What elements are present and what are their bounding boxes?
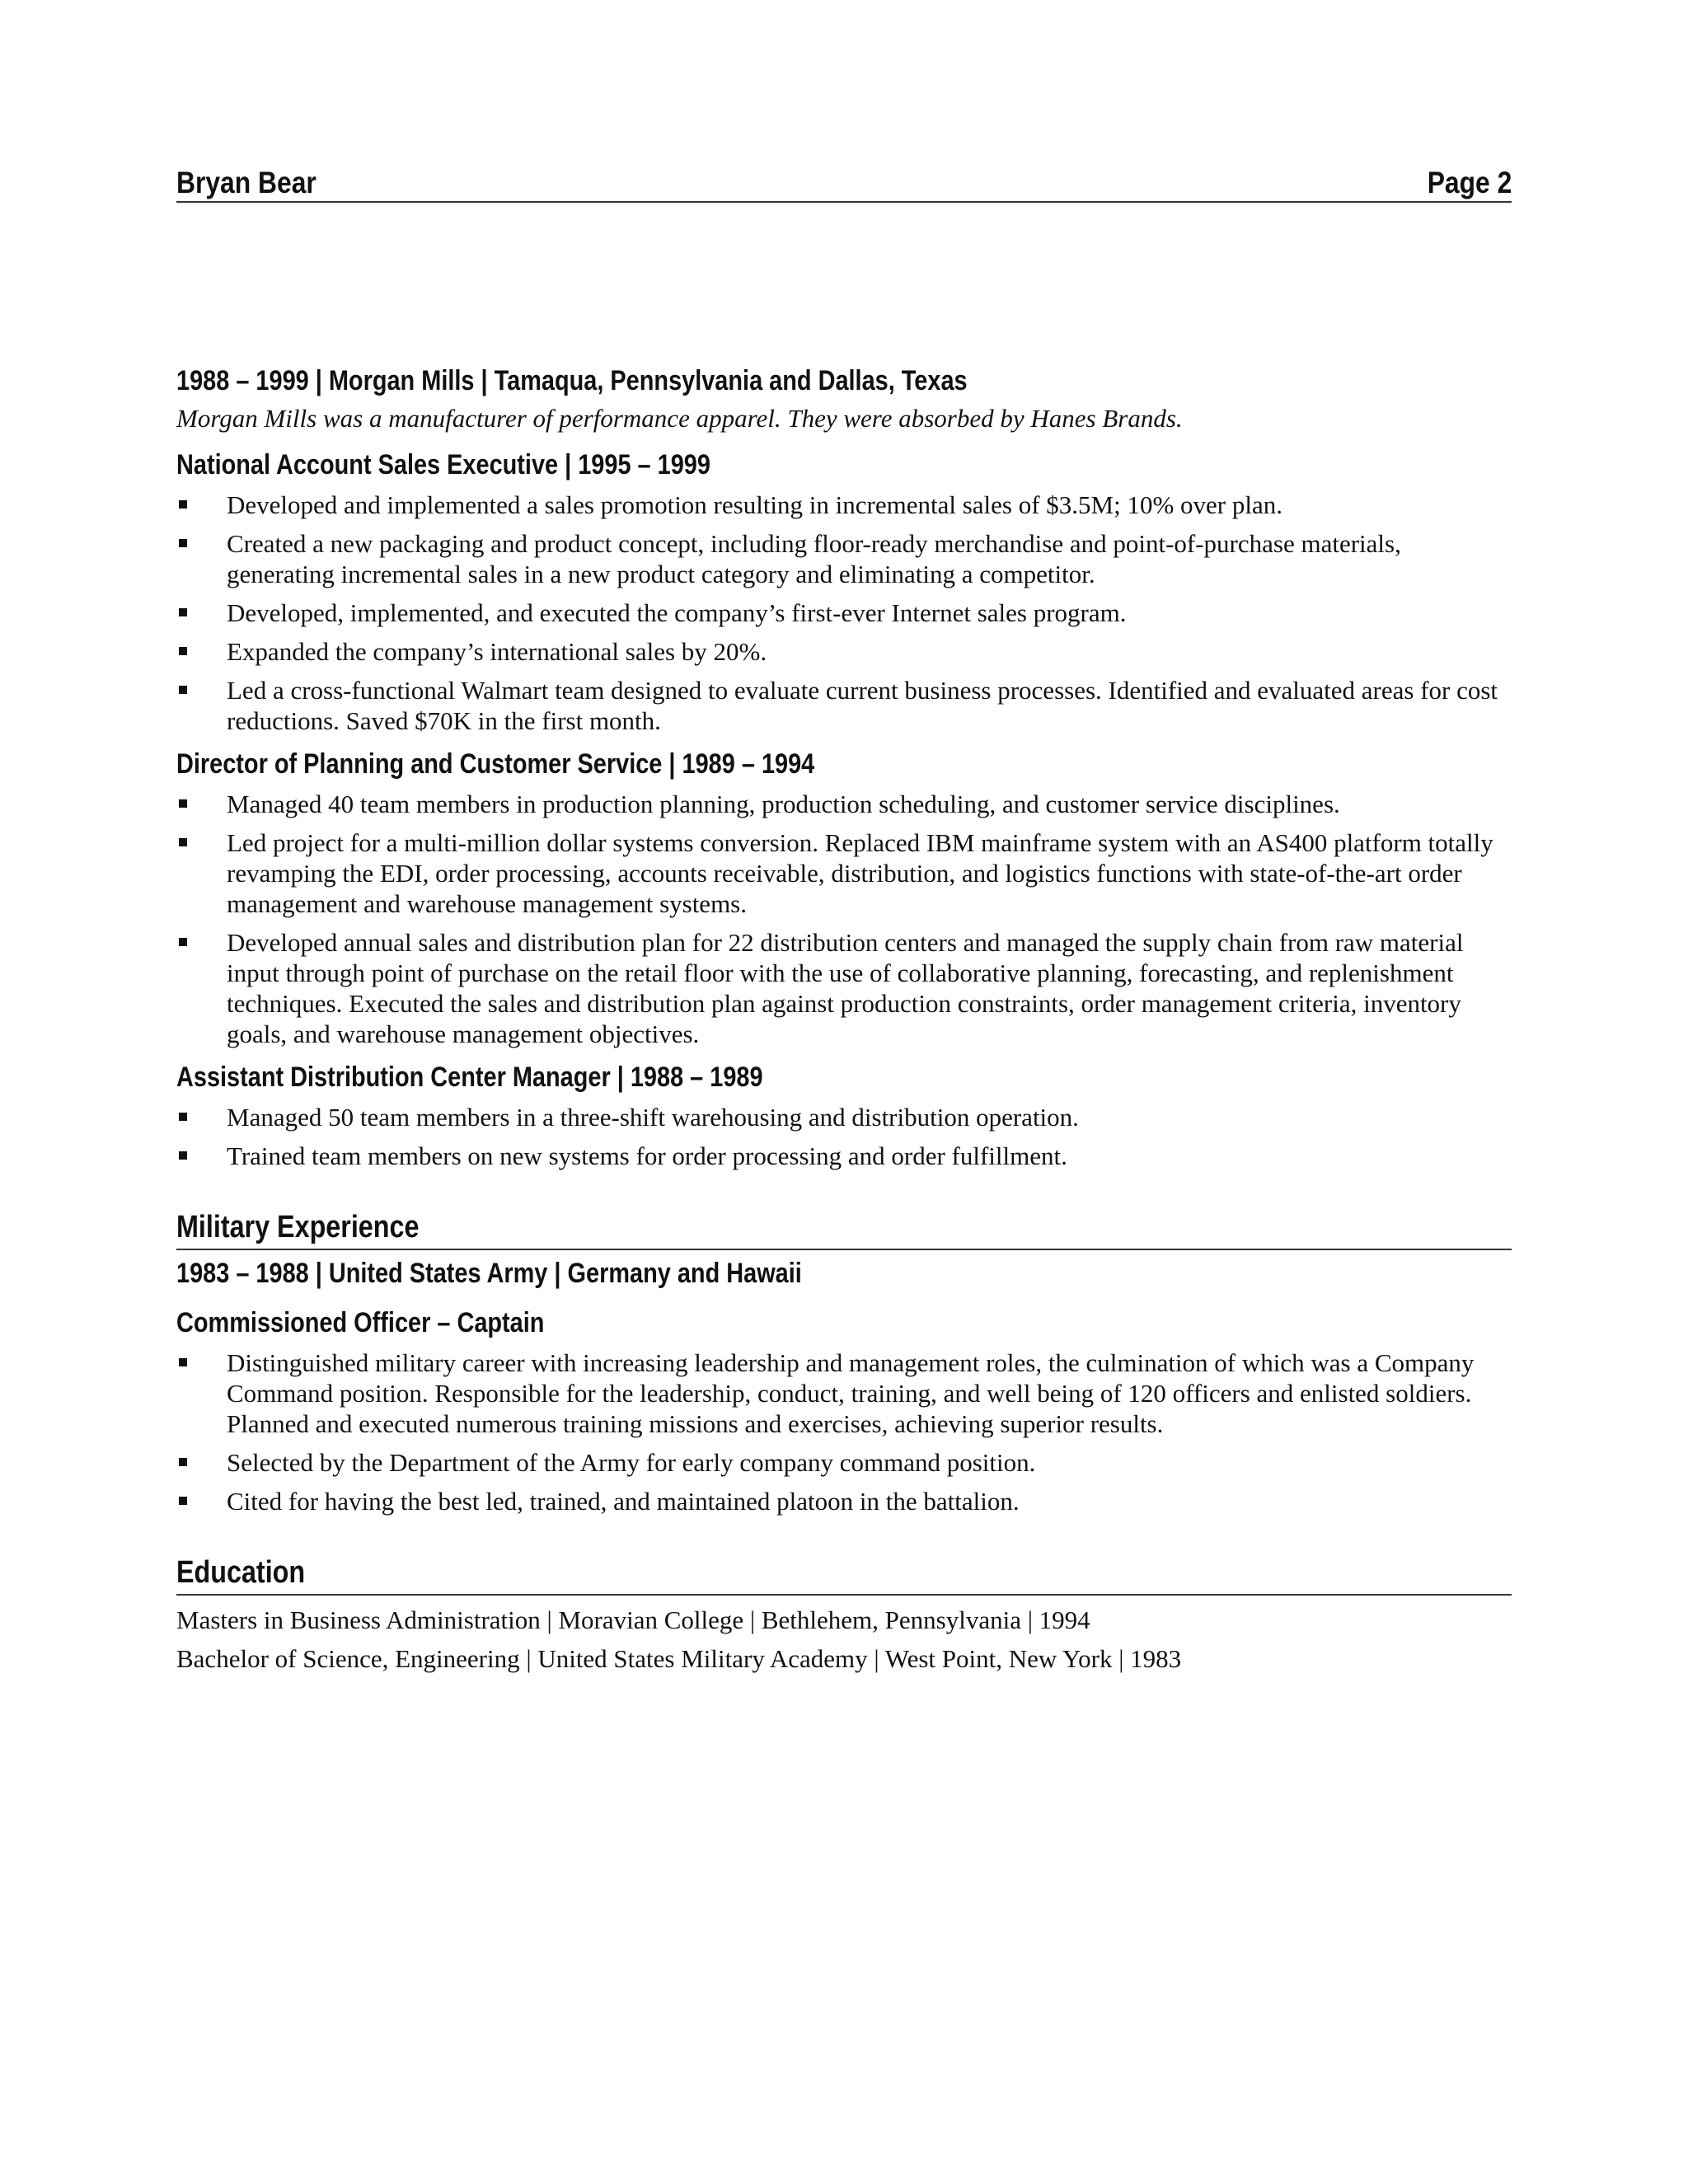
bullet-text: Led a cross-functional Walmart team designed to evaluate current business processes. Identified and evaluated areas for cost reductions. Saved $70K in the first month. xyxy=(227,676,1498,735)
bullet-text: Managed 40 team members in production planning, production scheduling, and customer service disciplines. xyxy=(227,790,1340,818)
education-entry: Masters in Business Administration | Moravian College | Bethlehem, Pennsylvania | 1994 xyxy=(176,1605,1090,1634)
education-list xyxy=(176,1601,1512,1678)
list-item xyxy=(176,675,1512,736)
bullet-icon xyxy=(179,539,187,547)
bullet-icon xyxy=(179,1151,187,1160)
role-title xyxy=(176,448,1512,485)
bullet-list xyxy=(176,490,1512,736)
header-name: Bryan Bear xyxy=(176,166,316,199)
role-title xyxy=(176,748,1512,784)
bullet-text: Selected by the Department of the Army for early company command position. xyxy=(227,1448,1036,1477)
bullet-text: Cited for having the best led, trained, and maintained platoon in the battalion. xyxy=(227,1487,1020,1516)
section-heading-education xyxy=(176,1554,1512,1596)
bullet-list xyxy=(176,1347,1512,1516)
service-line xyxy=(176,1257,1512,1293)
bullet-text: Developed annual sales and distribution plan for 22 distribution centers and managed the supply chain from raw material input through point of purchase on the retail floor with the use of collaborative planning, forecasting, and replenishment techniques. Executed the sales and distribution plan against production constraints, order management criteria, inventory goals, and warehouse management objectives. xyxy=(227,928,1464,1048)
bullet-icon xyxy=(179,938,187,946)
list-item xyxy=(176,636,1512,667)
section-heading-military xyxy=(176,1209,1512,1250)
company-description: Morgan Mills was a manufacturer of performance apparel. They were absorbed by Hanes Brands. xyxy=(176,404,1183,433)
bullet-icon xyxy=(179,799,187,808)
bullet-icon xyxy=(179,1358,187,1366)
service-heading: 1983 – 1988 | United States Army | Germany and Hawaii xyxy=(176,1258,802,1289)
header-page-number: Page 2 xyxy=(1427,166,1512,199)
bullet-icon xyxy=(179,1113,187,1121)
bullet-text: Managed 50 team members in a three-shift warehousing and distribution operation. xyxy=(227,1103,1079,1132)
employer-line xyxy=(176,364,1512,401)
section-title: Military Experience xyxy=(176,1210,420,1245)
section-title: Education xyxy=(176,1555,306,1591)
list-item xyxy=(176,528,1512,589)
role-title-text: Assistant Distribution Center Manager | 1988 – 1989 xyxy=(176,1062,763,1093)
bullet-list xyxy=(176,789,1512,1049)
list-item xyxy=(176,827,1512,919)
list-item xyxy=(176,927,1512,1049)
bullet-icon xyxy=(179,1458,187,1466)
bullet-text: Distinguished military career with increasing leadership and management roles, the culmination of which was a Company Command position. Responsible for the leadership, conduct, training, and well being of 120 officers and enlisted soldiers. Planned and executed numerous training missions and exercises, achieving superior results. xyxy=(227,1348,1475,1438)
employer-heading: 1988 – 1999 | Morgan Mills | Tamaqua, Pennsylvania and Dallas, Texas xyxy=(176,365,968,396)
role-title-text: Director of Planning and Customer Service | 1989 – 1994 xyxy=(176,748,815,780)
resume-page xyxy=(176,157,1512,1678)
list-item xyxy=(176,1102,1512,1132)
role-title-text: National Account Sales Executive | 1995 – 1999 xyxy=(176,449,710,480)
bullet-text: Developed, implemented, and executed the company’s first-ever Internet sales program. xyxy=(227,598,1127,627)
list-item xyxy=(176,1141,1512,1171)
role-title xyxy=(176,1306,1512,1343)
running-header xyxy=(176,157,1512,203)
list-item xyxy=(176,490,1512,520)
bullet-icon xyxy=(179,838,187,846)
bullet-icon xyxy=(179,1497,187,1505)
list-item xyxy=(176,1486,1512,1516)
list-item xyxy=(176,1447,1512,1478)
list-item xyxy=(176,1347,1512,1439)
bullet-icon xyxy=(179,647,187,655)
bullet-text: Developed and implemented a sales promotion resulting in incremental sales of $3.5M; 10% over plan. xyxy=(227,490,1283,519)
role-title xyxy=(176,1061,1512,1097)
bullet-icon xyxy=(179,500,187,509)
bullet-text: Trained team members on new systems for order processing and order fulfillment. xyxy=(227,1141,1067,1170)
list-item xyxy=(176,789,1512,819)
bullet-text: Created a new packaging and product concept, including floor-ready merchandise and point-of-purchase materials, generating incremental sales in a new product category and eliminating a competitor. xyxy=(227,529,1401,588)
bullet-icon xyxy=(179,608,187,616)
bullet-icon xyxy=(179,686,187,694)
bullet-text: Expanded the company’s international sales by 20%. xyxy=(227,637,767,666)
list-item xyxy=(176,598,1512,628)
education-entry: Bachelor of Science, Engineering | United States Military Academy | West Point, New York | 1983 xyxy=(176,1644,1182,1673)
bullet-list xyxy=(176,1102,1512,1171)
role-title-text: Commissioned Officer – Captain xyxy=(176,1307,545,1338)
bullet-text: Led project for a multi-million dollar systems conversion. Replaced IBM mainframe system with an AS400 platform totally revamping the EDI, order processing, accounts receivable, distribution, and logistics functions with state-of-the-art order management and warehouse management systems. xyxy=(227,828,1493,918)
